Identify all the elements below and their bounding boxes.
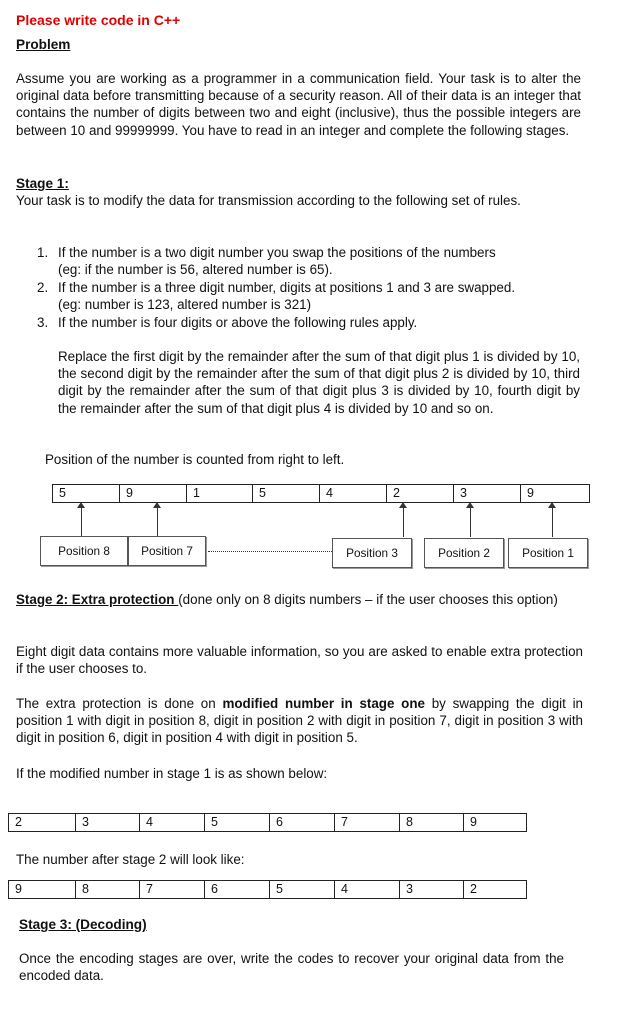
digit-cell: 9 [119, 485, 186, 502]
rule-text: If the number is a three digit number, digits at positions 1 and 3 are swapped. [58, 280, 516, 295]
position-label-box: Position 8 [40, 536, 128, 566]
stage2-title-rest: (done only on 8 digits numbers – if the user chooses this option) [178, 592, 558, 607]
arrow-line [403, 507, 404, 537]
digit-cell: 8 [399, 814, 463, 831]
stage2-title: Stage 2: Extra protection [16, 592, 179, 607]
position-label-box: Position 1 [508, 538, 588, 568]
stage1-description: Your task is to modify the data for transmission according to the following set of rules. [16, 193, 521, 208]
digit-cell: 6 [204, 881, 269, 898]
problem-title: Problem [16, 37, 71, 52]
digit-cell: 5 [269, 881, 334, 898]
stage2-heading [16, 591, 583, 608]
instruction-text: Please write code in C++ [16, 12, 181, 28]
position-label-box: Position 2 [424, 538, 504, 568]
digit-cell: 5 [204, 814, 269, 831]
digit-cell: 3 [75, 814, 139, 831]
rule-text: If the number is a two digit number you swap the positions of the numbers [58, 245, 496, 260]
digit-cell: 9 [463, 814, 526, 831]
digit-cell: 4 [319, 485, 386, 502]
stage2-paragraph-1: Eight digit data contains more valuable information, so you are asked to enable extra protection if the user chooses to. [16, 644, 583, 677]
arrow-line [157, 507, 158, 537]
stage2-paragraph-2 [16, 695, 583, 747]
arrow-line [552, 507, 553, 537]
position-note: Position of the number is counted from right to left. [45, 452, 345, 467]
digit-cell: 1 [186, 485, 252, 502]
rule-number: 2. [37, 280, 49, 295]
digit-cell: 2 [15, 815, 22, 829]
after-intro: The number after stage 2 will look like: [16, 852, 245, 867]
digit-cell: 2 [386, 485, 453, 502]
digit-cell: 7 [139, 881, 204, 898]
digit-cell: 9 [15, 882, 22, 896]
rule-example: (eg: number is 123, altered number is 321) [58, 297, 312, 312]
para2-bold: modified number in stage one [222, 696, 425, 711]
rule-example: (eg: if the number is 56, altered number is 65). [58, 262, 333, 277]
digit-cell: 5 [252, 485, 319, 502]
para2-text-b: by swapping the digit in position 1 with digit in position 8, digit in position 2 with digit in position 7, digit in position 3 with digit in position 6, digit in position 4 with digit in position 5. [16, 696, 583, 746]
stage3-title: Stage 3: (Decoding) [19, 917, 147, 932]
rule-number: 3. [37, 315, 49, 330]
modified-digit-strip [8, 813, 527, 832]
digit-cell: 4 [334, 881, 399, 898]
dotted-connector [208, 551, 332, 552]
digit-cell: 3 [399, 881, 463, 898]
arrow-line [470, 507, 471, 537]
replace-rule-paragraph: Replace the first digit by the remainder after the sum of that digit plus 1 is divided by 10, the second digit by the remainder after the sum of that digit plus 2 is divided by 10, third digit by the remainder after the sum of that digit plus 3 is divided by 10, fourth digit by the remainder after the sum of that digit plus 4 is divided by 10 and so on. [58, 349, 580, 416]
digit-cell: 7 [334, 814, 399, 831]
digit-cell: 4 [139, 814, 204, 831]
para2-text-a: The extra protection is done on [16, 696, 223, 711]
digit-cell: 3 [453, 485, 520, 502]
position-label-box: Position 3 [332, 538, 412, 568]
after-digit-strip [8, 880, 527, 899]
arrow-line [81, 507, 82, 537]
digit-cell: 5 [59, 486, 66, 500]
digit-cell: 2 [463, 881, 526, 898]
digit-cell: 6 [269, 814, 334, 831]
rule-number: 1. [37, 245, 49, 260]
position-label-box: Position 7 [128, 536, 206, 566]
intro-paragraph: Assume you are working as a programmer in a communication field. Your task is to alter the original data before transmitting because of a security reason. All of their data is an integer that contains the number of digits between two and eight (inclusive), thus the possible integers are between 10 and 99999999. You have to read in an integer and complete the following stages. [16, 71, 581, 138]
stage3-description: Once the encoding stages are over, write the codes to recover your original data from the encoded data. [19, 951, 564, 984]
digit-strip [52, 484, 590, 503]
digit-cell: 9 [520, 485, 589, 502]
modified-intro: If the modified number in stage 1 is as shown below: [16, 766, 328, 781]
rule-text: If the number is four digits or above the following rules apply. [58, 315, 418, 330]
digit-cell: 8 [75, 881, 139, 898]
stage1-title: Stage 1: [16, 176, 69, 191]
